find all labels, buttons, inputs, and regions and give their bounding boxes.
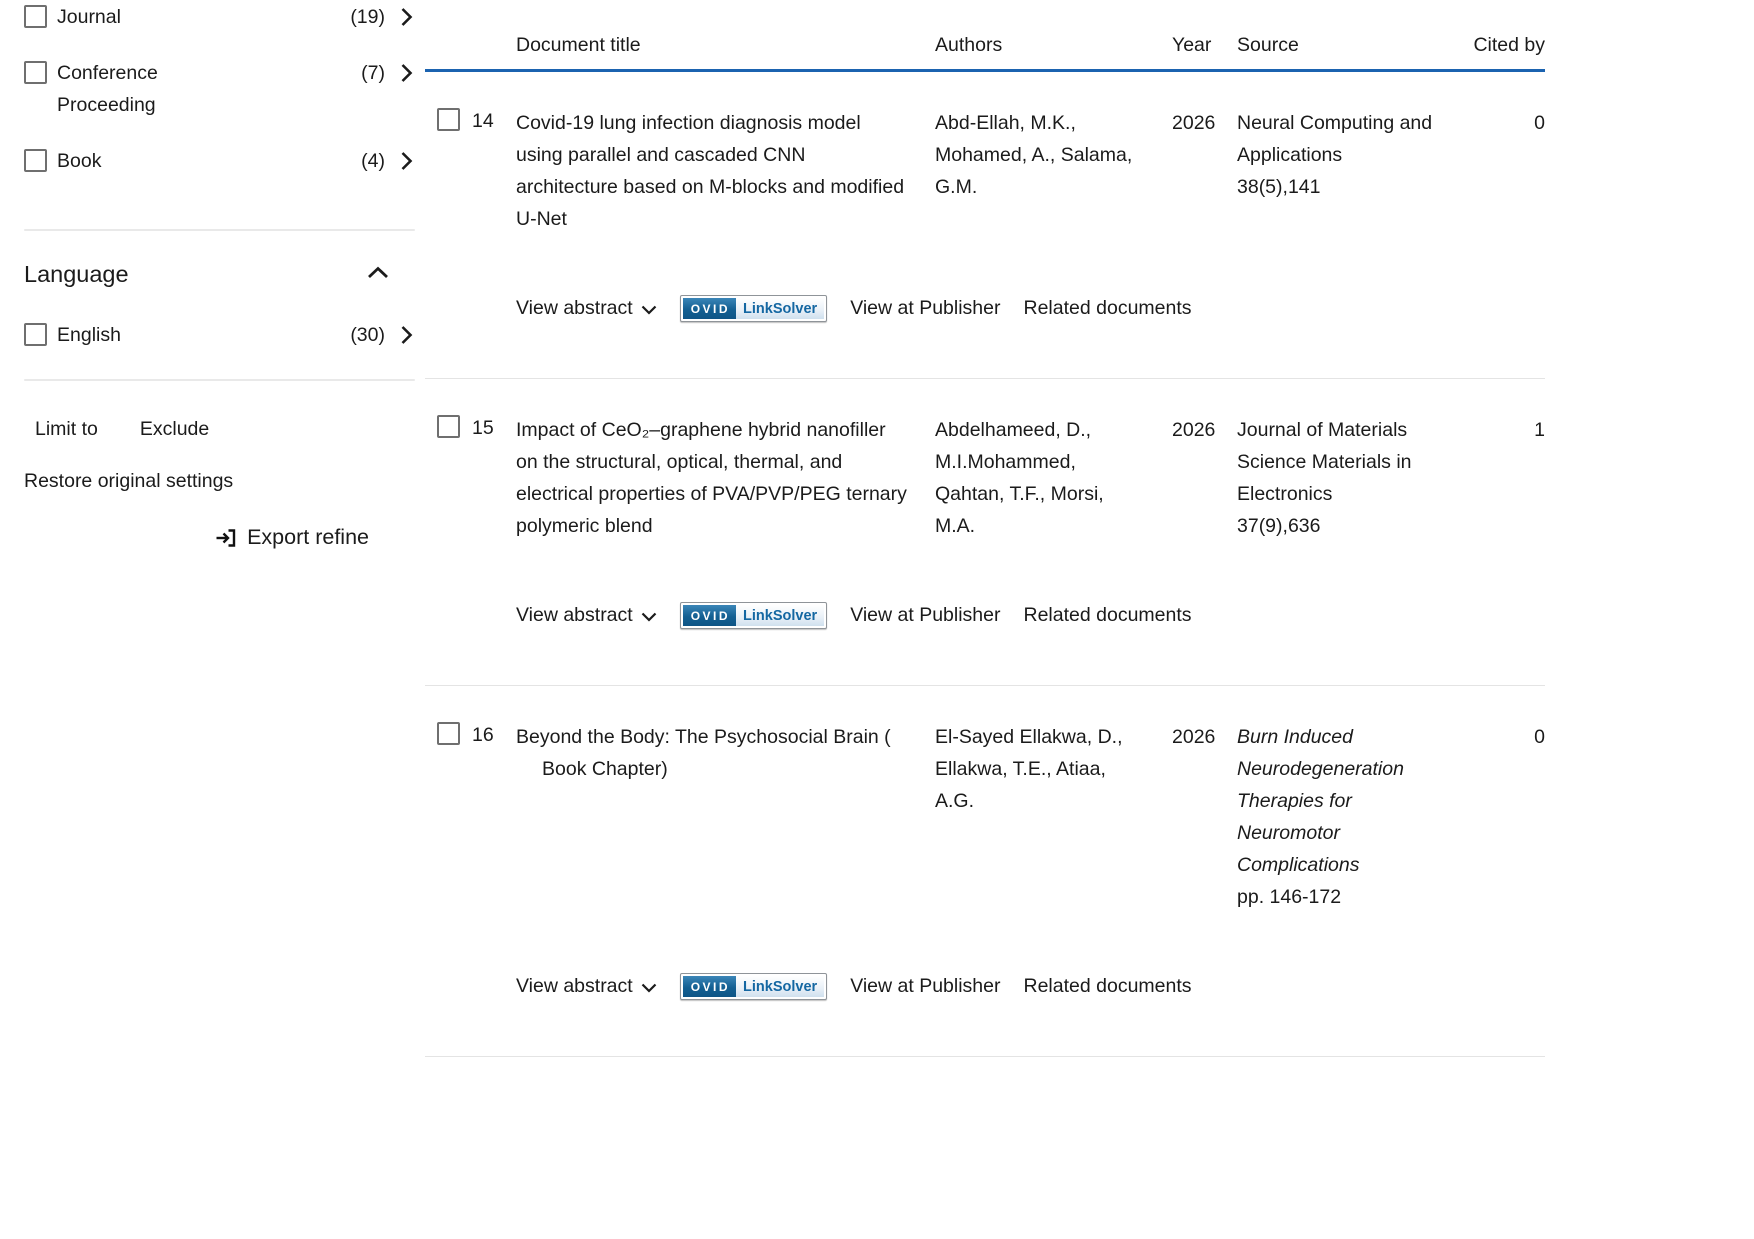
ovid-logo: OVID	[683, 298, 736, 319]
journal-checkbox[interactable]	[24, 5, 47, 28]
language-heading: Language	[24, 261, 129, 287]
view-at-publisher-link[interactable]: View at Publisher	[850, 297, 1001, 319]
ovid-logo: OVID	[683, 976, 736, 997]
chevron-right-icon[interactable]	[400, 7, 413, 32]
record-number: 14	[472, 110, 494, 132]
year: 2026	[1172, 112, 1216, 134]
result-record-14	[425, 72, 1545, 378]
limit-to-button[interactable]: Limit to	[35, 418, 98, 440]
view-at-publisher-link[interactable]: View at Publisher	[850, 975, 1001, 997]
view-at-publisher-link[interactable]: View at Publisher	[850, 604, 1001, 626]
source-title: Journal of Materials Science Materials in Electronics	[1237, 419, 1412, 505]
cited-by-count: 1	[1534, 419, 1545, 441]
view-abstract-link[interactable]: View abstract	[516, 975, 657, 998]
facet-count: (19)	[350, 6, 385, 28]
header-source: Source	[1237, 34, 1299, 56]
facet-label: Conference Proceeding	[57, 62, 158, 116]
record-actions	[516, 295, 1545, 322]
export-icon	[214, 526, 238, 550]
source	[1237, 107, 1470, 235]
record-actions	[516, 973, 1545, 1000]
record-number: 15	[472, 417, 494, 439]
record-number: 16	[472, 724, 494, 746]
document-title-link[interactable]: Covid-19 lung infection diagnosis model using parallel and cascaded CNN architecture based on M-blocks and modified U-Net	[516, 112, 905, 230]
related-documents-link[interactable]: Related documents	[1023, 297, 1192, 319]
year: 2026	[1172, 726, 1216, 748]
source-title: Neural Computing and Applications	[1237, 112, 1433, 166]
chevron-right-icon[interactable]	[400, 151, 413, 176]
facet-count: (30)	[350, 324, 385, 346]
refine-results-sidebar	[0, 0, 425, 550]
export-refine-button[interactable]	[24, 525, 413, 550]
facet-conference-proceeding[interactable]	[24, 60, 413, 121]
ovid-linksolver-button[interactable]	[680, 602, 827, 629]
facet-english[interactable]	[24, 322, 413, 351]
view-abstract-link[interactable]: View abstract	[516, 297, 657, 320]
source-detail: 38(5),141	[1237, 176, 1321, 198]
chevron-down-icon	[641, 983, 657, 993]
linksolver-label: LinkSolver	[736, 976, 824, 997]
restore-original-settings-link[interactable]: Restore original settings	[24, 470, 234, 492]
year: 2026	[1172, 419, 1216, 441]
related-documents-link[interactable]: Related documents	[1023, 604, 1192, 626]
conference-proceeding-checkbox[interactable]	[24, 61, 47, 84]
ovid-linksolver-button[interactable]	[680, 295, 827, 322]
source	[1237, 721, 1470, 913]
result-record-16	[425, 685, 1545, 1057]
facet-label: Book	[57, 150, 102, 172]
chevron-right-icon[interactable]	[400, 325, 413, 350]
authors: Abd-Ellah, M.K., Mohamed, A., Salama, G.M.	[935, 112, 1133, 198]
linksolver-label: LinkSolver	[736, 605, 824, 626]
header-year: Year	[1172, 34, 1212, 56]
ovid-linksolver-button[interactable]	[680, 973, 827, 1000]
ovid-logo: OVID	[683, 605, 736, 626]
facet-count: (7)	[361, 62, 385, 84]
header-cited-by: Cited by	[1473, 34, 1545, 56]
header-authors: Authors	[935, 34, 1003, 56]
chevron-up-icon[interactable]	[367, 266, 389, 284]
cited-by-count: 0	[1534, 726, 1545, 748]
results-table	[425, 0, 1545, 1057]
chevron-down-icon	[641, 612, 657, 622]
facet-book[interactable]	[24, 148, 413, 177]
sidebar-divider	[24, 379, 415, 381]
facet-count: (4)	[361, 150, 385, 172]
source	[1237, 414, 1470, 542]
book-checkbox[interactable]	[24, 149, 47, 172]
facet-label: English	[57, 324, 121, 346]
document-title-link[interactable]: Beyond the Body: The Psychosocial Brain ( Book Chapter)	[516, 726, 891, 780]
record-select-checkbox[interactable]	[437, 722, 460, 745]
chevron-right-icon[interactable]	[400, 63, 413, 88]
authors: Abdelhameed, D., M.I.Mohammed, Qahtan, T.F., Morsi, M.A.	[935, 419, 1104, 537]
header-document-title: Document title	[516, 34, 641, 56]
related-documents-link[interactable]: Related documents	[1023, 975, 1192, 997]
exclude-button[interactable]: Exclude	[139, 418, 210, 440]
facet-label: Journal	[57, 6, 121, 28]
linksolver-label: LinkSolver	[736, 298, 824, 319]
language-section-header[interactable]	[24, 261, 389, 288]
document-title-link[interactable]: Impact of CeO₂–graphene hybrid nanofiller on the structural, optical, thermal, and electrical properties of PVA/PVP/PEG ternary polymeric blend	[516, 419, 907, 537]
source-detail: 37(9),636	[1237, 515, 1321, 537]
results-table-header	[425, 0, 1545, 72]
result-record-15	[425, 378, 1545, 685]
view-abstract-link[interactable]: View abstract	[516, 604, 657, 627]
source-title: Burn Induced Neurodegeneration Therapies for Neuromotor Complications	[1237, 726, 1404, 876]
record-select-checkbox[interactable]	[437, 415, 460, 438]
record-actions	[516, 602, 1545, 629]
source-detail: pp. 146-172	[1237, 886, 1342, 908]
record-select-checkbox[interactable]	[437, 108, 460, 131]
chevron-down-icon	[641, 305, 657, 315]
facet-journal[interactable]	[24, 4, 413, 33]
limit-exclude-actions	[35, 418, 425, 441]
authors: El-Sayed Ellakwa, D., Ellakwa, T.E., Atiaa, A.G.	[935, 726, 1123, 812]
cited-by-count: 0	[1534, 112, 1545, 134]
sidebar-divider	[24, 229, 415, 231]
export-refine-label: Export refine	[247, 525, 369, 549]
english-checkbox[interactable]	[24, 323, 47, 346]
